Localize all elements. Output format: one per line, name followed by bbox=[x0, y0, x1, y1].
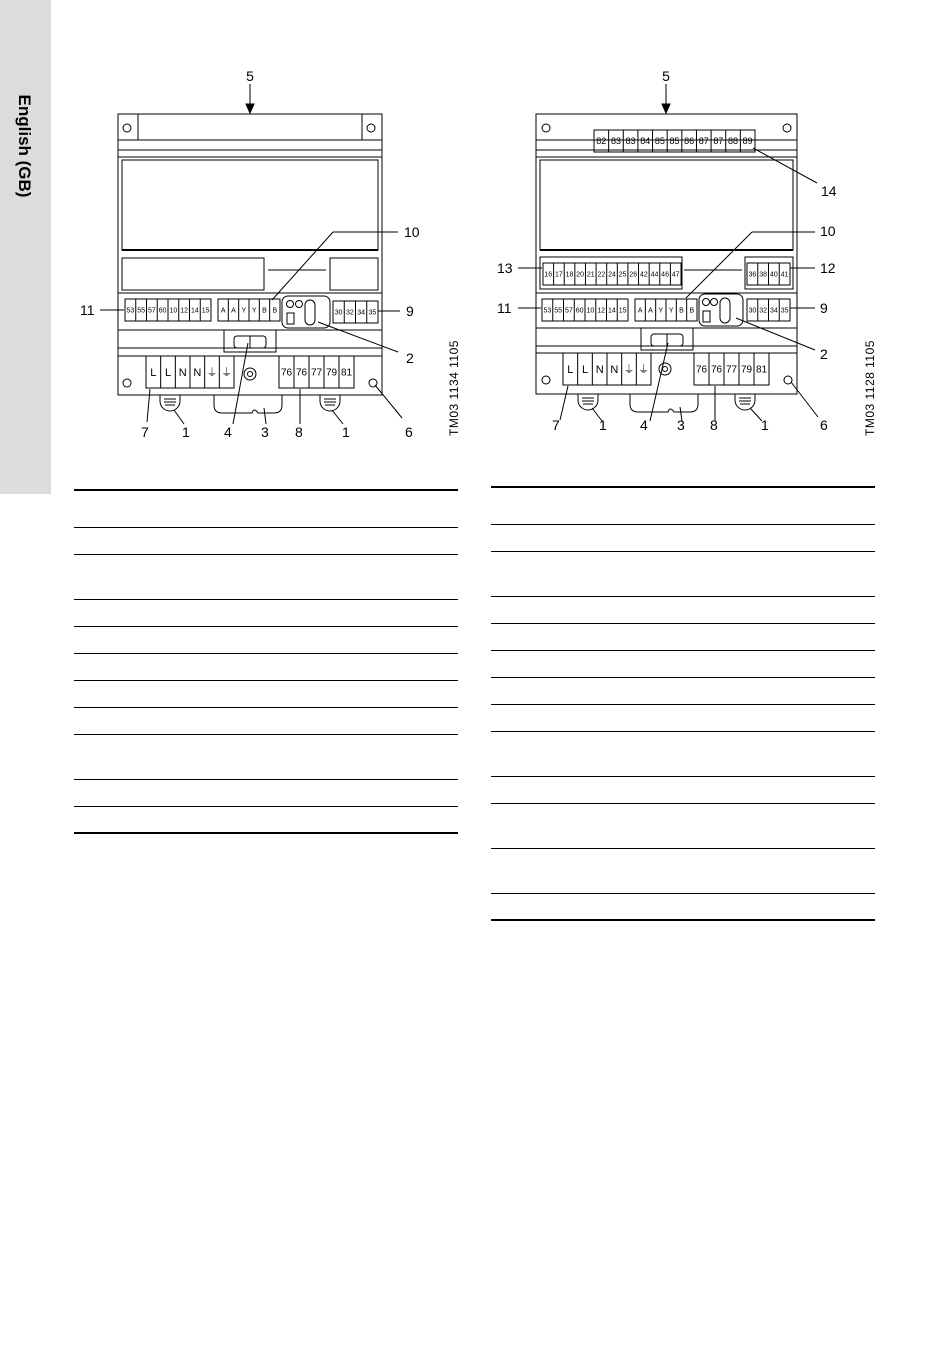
terminal-label: 35 bbox=[780, 307, 789, 315]
terminal-label: 55 bbox=[554, 307, 563, 315]
earth-screw-icon bbox=[244, 368, 256, 380]
terminal-label: L bbox=[581, 363, 589, 376]
terminal-label: N bbox=[595, 363, 604, 376]
terminal-label: 10 bbox=[586, 307, 595, 315]
terminal-label: B bbox=[689, 307, 695, 315]
led-icon bbox=[287, 301, 294, 308]
terminal-label: B bbox=[679, 307, 684, 315]
terminal-label: 36 bbox=[748, 271, 757, 279]
terminal-block-10 bbox=[635, 299, 697, 321]
terminal-label: 47 bbox=[671, 271, 680, 279]
terminal-label: 60 bbox=[158, 307, 167, 315]
table-row bbox=[491, 776, 875, 803]
terminal-label: 24 bbox=[608, 271, 616, 279]
terminal-label: 30 bbox=[748, 307, 757, 315]
callout-9: 9 bbox=[406, 303, 414, 319]
terminal-label: 81 bbox=[340, 367, 353, 379]
terminal-label: 57 bbox=[564, 307, 573, 315]
terminal-label: 53 bbox=[543, 307, 552, 315]
switch-module-2 bbox=[699, 294, 743, 326]
terminal-label: Y bbox=[241, 307, 247, 315]
terminal-label: 34 bbox=[357, 309, 366, 317]
terminal-label: 83 bbox=[625, 136, 636, 147]
figure-code: TM03 1134 1105 bbox=[447, 340, 461, 436]
callout-3: 3 bbox=[261, 424, 269, 440]
terminal-label: B bbox=[272, 307, 278, 315]
terminal-label: ⏚ bbox=[638, 363, 650, 376]
terminal-label: 77 bbox=[725, 364, 738, 376]
terminal-label: 25 bbox=[618, 271, 627, 279]
callout-3: 3 bbox=[677, 417, 685, 433]
terminal-label: 14 bbox=[607, 307, 616, 315]
key-table-right bbox=[491, 486, 875, 921]
terminal-block-12 bbox=[747, 263, 790, 285]
callout-6: 6 bbox=[820, 417, 828, 433]
terminal-label: 81 bbox=[755, 364, 768, 376]
terminal-block-10 bbox=[218, 299, 280, 321]
terminal-label: 87 bbox=[713, 136, 724, 147]
callout-9: 9 bbox=[820, 300, 828, 316]
table-row bbox=[74, 734, 458, 779]
language-label: English (GB) bbox=[15, 94, 34, 198]
table-row bbox=[74, 707, 458, 734]
cable-entry-1 bbox=[735, 394, 755, 410]
terminal-label: 12 bbox=[180, 307, 189, 315]
terminal-label: 15 bbox=[201, 307, 210, 315]
clamp-tab-3 bbox=[214, 395, 282, 413]
housing-outline bbox=[118, 114, 382, 395]
callout-7: 7 bbox=[141, 424, 149, 440]
table-row bbox=[74, 653, 458, 680]
power-terminal-block-7 bbox=[146, 356, 234, 388]
terminal-label: 76 bbox=[295, 367, 308, 379]
terminal-label: 85 bbox=[654, 136, 665, 147]
terminal-label: 40 bbox=[769, 271, 778, 279]
terminal-label: N bbox=[178, 366, 187, 379]
terminal-label: Y bbox=[658, 307, 664, 315]
callout-14: 14 bbox=[821, 183, 837, 199]
callout-1: 1 bbox=[599, 417, 607, 433]
figure-right bbox=[497, 68, 877, 436]
cable-entry-1 bbox=[320, 395, 340, 411]
terminal-label: 10 bbox=[169, 307, 178, 315]
terminal-label: ⏚ bbox=[623, 363, 635, 376]
table-row bbox=[491, 803, 875, 848]
table-row bbox=[74, 554, 458, 599]
callout-11: 11 bbox=[80, 302, 95, 318]
callout-13: 13 bbox=[497, 260, 513, 276]
relay-terminal-block-8 bbox=[694, 353, 769, 385]
cable-entry-1 bbox=[578, 394, 598, 410]
terminal-label: 86 bbox=[684, 136, 695, 147]
clamp-tab-3 bbox=[630, 394, 698, 412]
terminal-label: Y bbox=[251, 307, 257, 315]
terminal-label: 46 bbox=[661, 271, 669, 279]
terminal-block-9 bbox=[333, 301, 378, 323]
terminal-label: 76 bbox=[280, 367, 293, 379]
terminal-label: 41 bbox=[780, 271, 789, 279]
terminal-label: 16 bbox=[544, 271, 553, 279]
terminal-label: 87 bbox=[698, 136, 709, 147]
terminal-label: 32 bbox=[345, 309, 354, 317]
terminal-label: 30 bbox=[334, 309, 343, 317]
terminal-label: ⏚ bbox=[206, 366, 218, 379]
terminal-label: 82 bbox=[596, 136, 607, 147]
terminal-label: L bbox=[150, 366, 157, 379]
terminal-label: 18 bbox=[565, 271, 574, 279]
terminal-label: 88 bbox=[728, 136, 739, 147]
callout-1: 1 bbox=[761, 417, 769, 433]
figure-left bbox=[80, 68, 461, 440]
relay-terminal-block-8 bbox=[279, 356, 354, 388]
table-row bbox=[74, 626, 458, 653]
callout-6: 6 bbox=[405, 424, 413, 440]
table-row bbox=[491, 488, 875, 524]
terminal-label: 21 bbox=[586, 271, 595, 279]
table-row bbox=[74, 779, 458, 806]
terminal-label: 14 bbox=[190, 307, 199, 315]
terminal-label: 55 bbox=[137, 307, 146, 315]
screw-hole-icon bbox=[783, 124, 791, 132]
callout-4: 4 bbox=[640, 417, 648, 433]
table-row bbox=[491, 650, 875, 677]
terminal-label: 79 bbox=[325, 367, 338, 379]
terminal-label: 35 bbox=[368, 309, 377, 317]
terminal-label: 53 bbox=[126, 307, 135, 315]
figure-code: TM03 1128 1105 bbox=[863, 340, 877, 436]
power-terminal-block-7 bbox=[563, 353, 651, 385]
callout-8: 8 bbox=[710, 417, 718, 433]
callout-4: 4 bbox=[224, 424, 232, 440]
screw-hole-icon bbox=[367, 124, 375, 132]
table-row bbox=[74, 680, 458, 707]
terminal-label: 76 bbox=[710, 364, 723, 376]
terminal-label: ⏚ bbox=[221, 366, 233, 379]
table-row bbox=[491, 893, 875, 919]
terminal-label: 44 bbox=[650, 271, 659, 279]
top-cover bbox=[138, 114, 362, 140]
terminal-label: N bbox=[610, 363, 619, 376]
terminal-block-13 bbox=[543, 263, 681, 285]
terminal-label: A bbox=[231, 307, 236, 315]
terminal-label: 76 bbox=[695, 364, 708, 376]
terminal-label: 85 bbox=[669, 136, 680, 147]
table-row bbox=[491, 704, 875, 731]
led-icon bbox=[703, 299, 710, 306]
terminal-label: N bbox=[193, 366, 202, 379]
terminal-label: 17 bbox=[555, 271, 563, 279]
led-icon bbox=[296, 301, 303, 308]
terminal-label: L bbox=[164, 366, 172, 379]
screw-hole-icon bbox=[542, 124, 550, 132]
terminal-label: 15 bbox=[618, 307, 627, 315]
led-icon bbox=[711, 299, 718, 306]
terminal-label: 32 bbox=[759, 307, 768, 315]
callout-7: 7 bbox=[552, 417, 560, 433]
terminal-label: 89 bbox=[742, 136, 753, 147]
table-row bbox=[491, 623, 875, 650]
terminal-label: 20 bbox=[576, 271, 585, 279]
terminal-label: A bbox=[648, 307, 653, 315]
terminal-label: A bbox=[220, 307, 226, 315]
callout-2: 2 bbox=[406, 350, 414, 366]
terminal-label: 77 bbox=[310, 367, 323, 379]
terminal-label: B bbox=[262, 307, 267, 315]
callout-10: 10 bbox=[820, 223, 836, 239]
table-row bbox=[491, 524, 875, 551]
terminal-block-11 bbox=[125, 299, 211, 321]
mount-hole-icon bbox=[123, 379, 131, 387]
table-row bbox=[74, 527, 458, 554]
callout-5: 5 bbox=[662, 68, 670, 84]
screw-hole-icon bbox=[123, 124, 131, 132]
terminal-label: L bbox=[567, 363, 574, 376]
terminal-label: A bbox=[637, 307, 643, 315]
terminal-label: 22 bbox=[597, 271, 606, 279]
mount-hole-icon bbox=[542, 376, 550, 384]
terminal-block-14 bbox=[594, 130, 755, 152]
switch-icon bbox=[703, 311, 710, 322]
callout-10: 10 bbox=[404, 224, 420, 240]
callout-1: 1 bbox=[182, 424, 190, 440]
terminal-label: 84 bbox=[640, 136, 651, 147]
table-row bbox=[491, 677, 875, 704]
display-area bbox=[540, 160, 793, 250]
table-row bbox=[491, 551, 875, 596]
terminal-label: 26 bbox=[629, 271, 638, 279]
callout-8: 8 bbox=[295, 424, 303, 440]
table-row bbox=[491, 848, 875, 893]
switch-icon bbox=[287, 313, 294, 324]
table-row bbox=[74, 806, 458, 832]
table-row bbox=[491, 731, 875, 776]
callout-12: 12 bbox=[820, 260, 836, 276]
cover-plate bbox=[330, 258, 378, 290]
callout-2: 2 bbox=[820, 346, 828, 362]
callout-5: 5 bbox=[246, 68, 254, 84]
display-area bbox=[122, 160, 378, 250]
mount-hole-icon bbox=[784, 376, 792, 384]
terminal-label: 34 bbox=[769, 307, 778, 315]
fuse-icon bbox=[720, 298, 730, 323]
terminal-label: 12 bbox=[597, 307, 606, 315]
cover-plate bbox=[122, 258, 264, 290]
callout-1: 1 bbox=[342, 424, 350, 440]
key-table-left bbox=[74, 489, 458, 834]
callout-11: 11 bbox=[497, 300, 512, 316]
table-row bbox=[491, 596, 875, 623]
fuse-icon bbox=[305, 300, 315, 325]
terminal-label: 38 bbox=[759, 271, 768, 279]
table-row bbox=[74, 599, 458, 626]
cable-entry-1 bbox=[160, 395, 180, 411]
terminal-label: Y bbox=[668, 307, 674, 315]
terminal-block-9 bbox=[747, 299, 790, 321]
housing-outline bbox=[536, 114, 797, 394]
table-row bbox=[74, 491, 458, 527]
terminal-label: 60 bbox=[575, 307, 584, 315]
terminal-label: 42 bbox=[639, 271, 648, 279]
terminal-block-11 bbox=[542, 299, 628, 321]
terminal-label: 57 bbox=[147, 307, 156, 315]
switch-module-2 bbox=[282, 296, 330, 328]
terminal-label: 79 bbox=[740, 364, 753, 376]
terminal-label: 83 bbox=[610, 136, 621, 147]
